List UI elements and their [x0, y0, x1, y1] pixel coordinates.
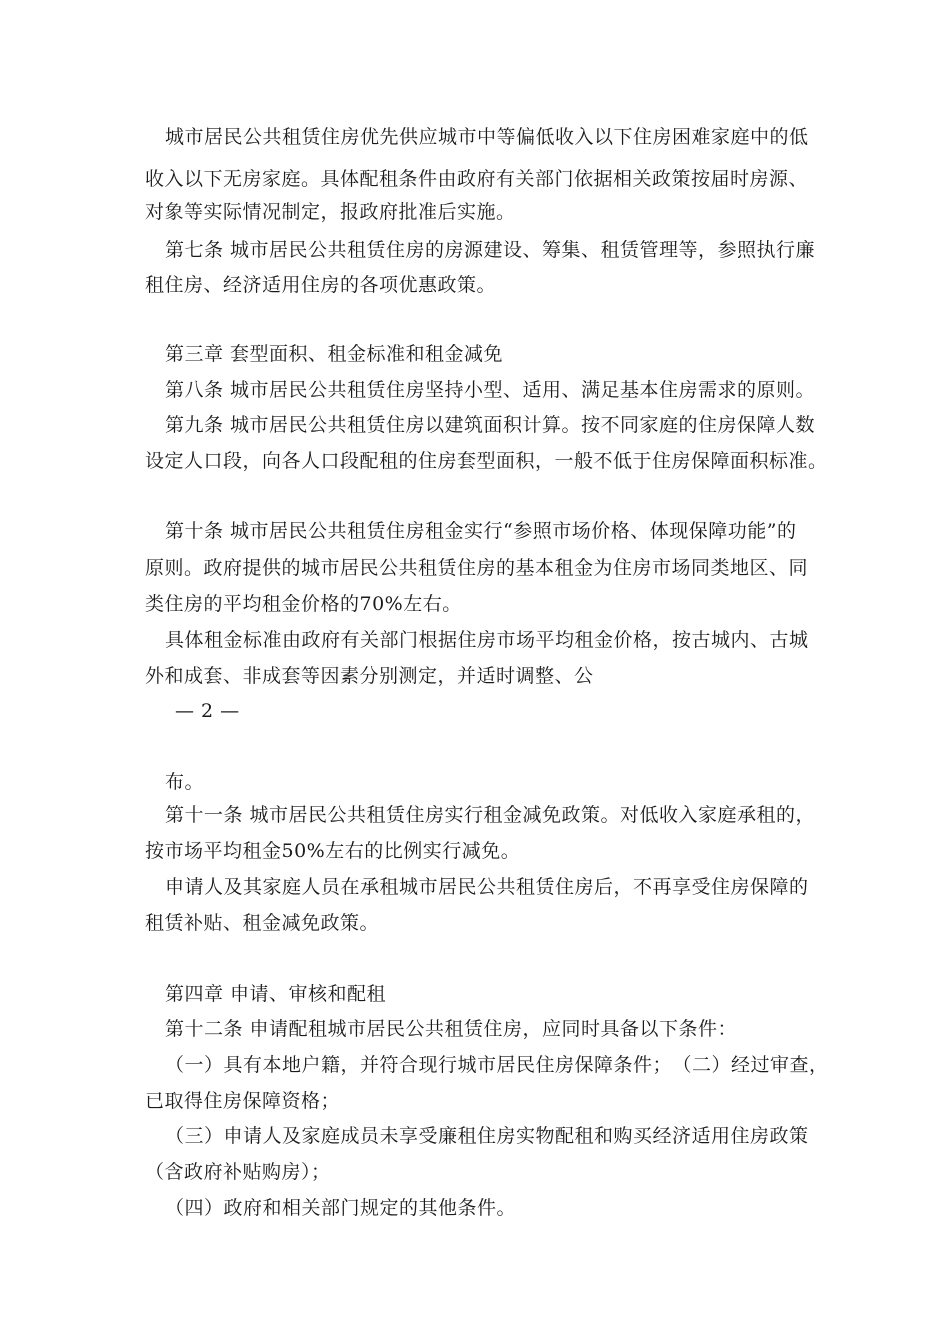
text-line: 租赁补贴、租金减免政策。: [145, 912, 380, 934]
text-line: （含政府补贴购房）；: [145, 1161, 331, 1183]
text-line: 第十一条 城市居民公共租赁住房实行租金减免政策。对低收入家庭承租的，: [165, 804, 816, 826]
text-line: 外和成套、非成套等因素分别测定，并适时调整、公: [145, 665, 594, 687]
chapter-heading: 第四章 申请、审核和配租: [165, 983, 387, 1005]
text-line: 第十条 城市居民公共租赁住房租金实行“参照市场价格、体现保障功能”的: [165, 520, 797, 542]
text-line: 已取得住房保障资格；: [145, 1090, 341, 1112]
text-line: 申请人及其家庭人员在承租城市居民公共租赁住房后，不再享受住房保障的: [165, 876, 809, 898]
text-line: （一）具有本地户籍，并符合现行城市居民住房保障条件； （二）经过审查，: [165, 1054, 829, 1076]
text-line: 布。: [165, 771, 205, 793]
text-line: 对象等实际情况制定，报政府批准后实施。: [145, 201, 516, 223]
text-line: 收入以下无房家庭。具体配租条件由政府有关部门依据相关政策按届时房源、: [145, 168, 809, 190]
page-number: — 2 —: [175, 700, 240, 722]
text-line: 原则。政府提供的城市居民公共租赁住房的基本租金为住房市场同类地区、同: [145, 557, 809, 579]
text-line: 类住房的平均租金价格的70%左右。: [145, 593, 462, 615]
text-line: 第九条 城市居民公共租赁住房以建筑面积计算。按不同家庭的住房保障人数: [165, 414, 816, 436]
text-line: 第十二条 申请配租城市居民公共租赁住房，应同时具备以下条件：: [165, 1018, 738, 1040]
text-line: 设定人口段，向各人口段配租的住房套型面积，一般不低于住房保障面积标准。: [145, 450, 828, 472]
text-line: 按市场平均租金50%左右的比例实行减免。: [145, 840, 521, 862]
text-line: 第八条 城市居民公共租赁住房坚持小型、适用、满足基本住房需求的原则。: [165, 379, 816, 401]
text-line: 第七条 城市居民公共租赁住房的房源建设、筹集、租赁管理等，参照执行廉: [165, 239, 816, 261]
text-line: 租住房、经济适用住房的各项优惠政策。: [145, 274, 497, 296]
chapter-heading: 第三章 套型面积、租金标准和租金减免: [165, 343, 504, 365]
text-line: （四）政府和相关部门规定的其他条件。: [165, 1197, 517, 1219]
text-line: （三）申请人及家庭成员未享受廉租住房实物配租和购买经济适用住房政策: [165, 1125, 809, 1147]
text-line: 具体租金标准由政府有关部门根据住房市场平均租金价格，按古城内、古城: [165, 629, 809, 651]
text-line: 城市居民公共租赁住房优先供应城市中等偏低收入以下住房困难家庭中的低: [165, 126, 809, 148]
